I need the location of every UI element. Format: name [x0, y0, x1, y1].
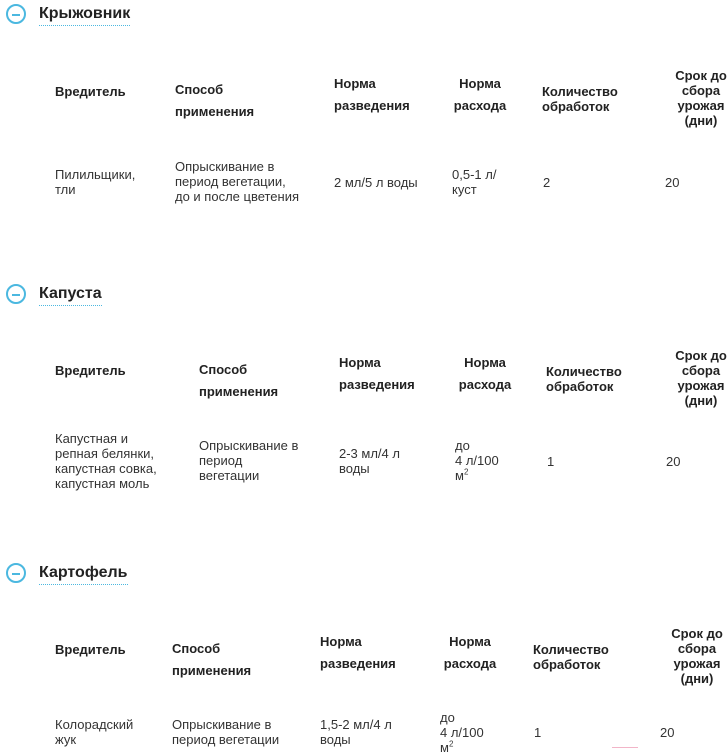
header-consumption: Норма расхода	[458, 355, 512, 392]
collapse-minus-icon[interactable]	[6, 4, 26, 24]
section-title[interactable]: Крыжовник	[39, 4, 130, 26]
cell-method: Опрыскивание в период вегетации, до и после цветения	[175, 159, 300, 204]
cell-treatments: 2	[543, 175, 551, 190]
header-dilution: Норма разведения	[339, 355, 415, 392]
section-title[interactable]: Картофель	[39, 563, 128, 585]
cell-treatments: 1	[534, 725, 542, 740]
collapse-minus-icon[interactable]	[6, 284, 26, 304]
collapse-minus-icon[interactable]	[6, 563, 26, 583]
section-title[interactable]: Капуста	[39, 284, 102, 306]
header-pest: Вредитель	[55, 84, 126, 99]
header-treatments: Количество обработок	[542, 84, 618, 114]
header-pest: Вредитель	[55, 363, 126, 378]
cell-dilution: 1,5-2 мл/4 л воды	[320, 717, 392, 747]
cell-consumption: до 4 л/100 $м^2$	[440, 710, 484, 755]
header-method: Способ применения	[199, 362, 279, 399]
header-term: Срок до сбора урожая (дни)	[675, 68, 727, 128]
cell-pest: Колорадский жук	[55, 717, 134, 747]
cell-dilution: 2-3 мл/4 л воды	[339, 446, 400, 476]
cell-method: Опрыскивание в период вегетации	[199, 438, 299, 483]
cell-pest: Пилильщики, тли	[55, 167, 136, 197]
cell-dilution: 2 мл/5 л воды	[334, 175, 418, 190]
cell-pest: Капустная и репная белянки, капустная совка, капустная моль	[55, 431, 157, 491]
header-pest: Вредитель	[55, 642, 126, 657]
header-method: Способ применения	[172, 641, 252, 678]
header-consumption: Норма расхода	[453, 76, 507, 113]
header-consumption: Норма расхода	[443, 634, 497, 671]
header-dilution: Норма разведения	[320, 634, 396, 671]
header-method: Способ применения	[175, 82, 255, 119]
cell-consumption: до 4 л/100 $м^2$	[455, 438, 499, 483]
cell-term: 20	[665, 175, 680, 190]
header-treatments: Количество обработок	[546, 364, 622, 394]
cell-term: 20	[666, 454, 681, 469]
header-dilution: Норма разведения	[334, 76, 410, 113]
cell-treatments: 1	[547, 454, 555, 469]
cell-consumption: 0,5-1 л/ куст	[452, 167, 497, 197]
decorative-underline	[612, 747, 638, 748]
header-term: Срок до сбора урожая (дни)	[675, 348, 727, 408]
cell-term: 20	[660, 725, 675, 740]
header-treatments: Количество обработок	[533, 642, 609, 672]
header-term: Срок до сбора урожая (дни)	[671, 626, 723, 686]
cell-method: Опрыскивание в период вегетации	[172, 717, 280, 747]
